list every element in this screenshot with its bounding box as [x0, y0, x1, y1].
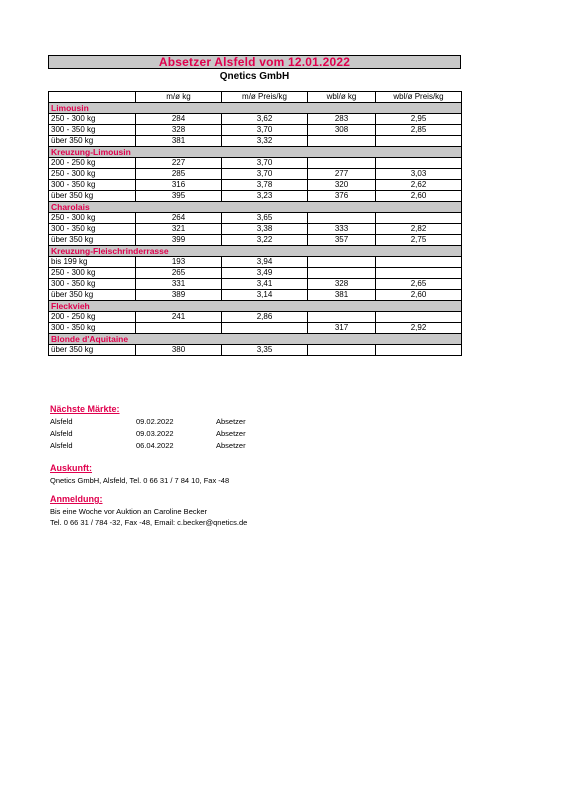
- weight-class-cell: über 350 kg: [49, 136, 136, 147]
- table-row: [49, 268, 462, 279]
- weight-class-cell: 300 - 350 kg: [49, 224, 136, 235]
- value-cell: 3,38: [222, 224, 308, 235]
- breed-name: Fleckvieh: [49, 301, 462, 312]
- value-cell: 283: [308, 114, 376, 125]
- value-cell: 331: [136, 279, 222, 290]
- value-cell: 381: [308, 290, 376, 301]
- value-cell: 389: [136, 290, 222, 301]
- value-cell: [308, 136, 376, 147]
- breed-name: Blonde d'Aquitaine: [49, 334, 462, 345]
- value-cell: 376: [308, 191, 376, 202]
- value-cell: 3,70: [222, 125, 308, 136]
- table-row: [49, 235, 462, 246]
- value-cell: 333: [308, 224, 376, 235]
- value-cell: 193: [136, 257, 222, 268]
- table-row: [49, 257, 462, 268]
- weight-class-cell: 200 - 250 kg: [49, 312, 136, 323]
- value-cell: 357: [308, 235, 376, 246]
- value-cell: [308, 345, 376, 356]
- value-cell: 381: [136, 136, 222, 147]
- column-header: m/ø kg: [136, 92, 222, 103]
- column-header: m/ø Preis/kg: [222, 92, 308, 103]
- table-row: [49, 312, 462, 323]
- market-type: Absetzer: [216, 429, 246, 438]
- value-cell: 3,03: [376, 169, 462, 180]
- breed-name: Limousin: [49, 103, 462, 114]
- market-type: Absetzer: [216, 441, 246, 450]
- value-cell: 328: [136, 125, 222, 136]
- value-cell: 285: [136, 169, 222, 180]
- weight-class-cell: 200 - 250 kg: [49, 158, 136, 169]
- value-cell: 2,65: [376, 279, 462, 290]
- value-cell: 2,82: [376, 224, 462, 235]
- market-type: Absetzer: [216, 417, 246, 426]
- markets-title: Nächste Märkte:: [50, 404, 120, 414]
- value-cell: [308, 312, 376, 323]
- company-name: Qnetics GmbH: [219, 71, 290, 82]
- breed-name: Charolais: [49, 202, 462, 213]
- value-cell: 399: [136, 235, 222, 246]
- value-cell: 227: [136, 158, 222, 169]
- value-cell: [376, 257, 462, 268]
- value-cell: 2,95: [376, 114, 462, 125]
- weight-class-cell: über 350 kg: [49, 235, 136, 246]
- value-cell: 277: [308, 169, 376, 180]
- value-cell: 316: [136, 180, 222, 191]
- registration-line-1: Bis eine Woche vor Auktion an Caroline Becker: [50, 507, 208, 516]
- table-row: [49, 290, 462, 301]
- value-cell: [376, 136, 462, 147]
- column-header: wbl/ø Preis/kg: [376, 92, 462, 103]
- value-cell: 2,75: [376, 235, 462, 246]
- value-cell: 395: [136, 191, 222, 202]
- value-cell: 284: [136, 114, 222, 125]
- value-cell: 3,62: [222, 114, 308, 125]
- value-cell: 3,14: [222, 290, 308, 301]
- value-cell: 3,41: [222, 279, 308, 290]
- value-cell: 3,94: [222, 257, 308, 268]
- value-cell: 2,60: [376, 191, 462, 202]
- value-cell: 3,65: [222, 213, 308, 224]
- registration-title: Anmeldung:: [50, 494, 103, 504]
- value-cell: 317: [308, 323, 376, 334]
- table-row: [49, 224, 462, 235]
- value-cell: [136, 323, 222, 334]
- value-cell: 2,92: [376, 323, 462, 334]
- breed-group-row: [49, 301, 462, 312]
- weight-class-cell: über 350 kg: [49, 191, 136, 202]
- weight-class-cell: 300 - 350 kg: [49, 323, 136, 334]
- weight-class-cell: 300 - 350 kg: [49, 125, 136, 136]
- registration-line-2: Tel. 0 66 31 / 784 -32, Fax -48, Email: c.becker@qnetics.de: [50, 518, 248, 527]
- table-row: [49, 213, 462, 224]
- value-cell: 3,49: [222, 268, 308, 279]
- table-row: [49, 169, 462, 180]
- market-date: 09.03.2022: [136, 429, 174, 438]
- breed-name: Kreuzung-Fleischrinderrasse: [49, 246, 462, 257]
- table-row: [49, 191, 462, 202]
- value-cell: [308, 158, 376, 169]
- breed-group-row: [49, 103, 462, 114]
- market-date: 06.04.2022: [136, 441, 174, 450]
- value-cell: 3,23: [222, 191, 308, 202]
- value-cell: [376, 312, 462, 323]
- value-cell: 308: [308, 125, 376, 136]
- value-cell: 320: [308, 180, 376, 191]
- breed-group-row: [49, 202, 462, 213]
- weight-class-cell: 250 - 300 kg: [49, 169, 136, 180]
- value-cell: 265: [136, 268, 222, 279]
- page-title: Absetzer Alsfeld vom 12.01.2022: [48, 55, 461, 69]
- breed-group-row: [49, 147, 462, 158]
- value-cell: [308, 213, 376, 224]
- market-place: Alsfeld: [50, 429, 73, 438]
- table-row: [49, 180, 462, 191]
- value-cell: 2,60: [376, 290, 462, 301]
- table-row: [49, 323, 462, 334]
- value-cell: [376, 213, 462, 224]
- breed-name: Kreuzung-Limousin: [49, 147, 462, 158]
- breed-group-row: [49, 334, 462, 345]
- breed-group-row: [49, 246, 462, 257]
- weight-class-cell: 250 - 300 kg: [49, 213, 136, 224]
- table-row: [49, 136, 462, 147]
- value-cell: [376, 345, 462, 356]
- table-row: [49, 125, 462, 136]
- value-cell: 3,70: [222, 169, 308, 180]
- table-row: [49, 114, 462, 125]
- value-cell: 3,35: [222, 345, 308, 356]
- table-header-row: [49, 92, 462, 103]
- value-cell: [222, 323, 308, 334]
- column-header: wbl/ø kg: [308, 92, 376, 103]
- value-cell: 2,86: [222, 312, 308, 323]
- weight-class-cell: 300 - 350 kg: [49, 180, 136, 191]
- weight-class-cell: 250 - 300 kg: [49, 268, 136, 279]
- value-cell: 3,78: [222, 180, 308, 191]
- value-cell: 2,62: [376, 180, 462, 191]
- value-cell: 321: [136, 224, 222, 235]
- value-cell: 3,32: [222, 136, 308, 147]
- value-cell: 3,22: [222, 235, 308, 246]
- info-title: Auskunft:: [50, 463, 92, 473]
- weight-class-cell: über 350 kg: [49, 345, 136, 356]
- value-cell: 2,85: [376, 125, 462, 136]
- value-cell: [308, 268, 376, 279]
- value-cell: 380: [136, 345, 222, 356]
- value-cell: 3,70: [222, 158, 308, 169]
- value-cell: 328: [308, 279, 376, 290]
- market-place: Alsfeld: [50, 441, 73, 450]
- table-row: [49, 158, 462, 169]
- market-place: Alsfeld: [50, 417, 73, 426]
- value-cell: [308, 257, 376, 268]
- value-cell: 241: [136, 312, 222, 323]
- price-table: [48, 91, 462, 356]
- table-row: [49, 279, 462, 290]
- value-cell: [376, 268, 462, 279]
- weight-class-cell: über 350 kg: [49, 290, 136, 301]
- market-date: 09.02.2022: [136, 417, 174, 426]
- weight-class-cell: 300 - 350 kg: [49, 279, 136, 290]
- value-cell: 264: [136, 213, 222, 224]
- value-cell: [376, 158, 462, 169]
- weight-class-cell: bis 199 kg: [49, 257, 136, 268]
- table-row: [49, 345, 462, 356]
- column-header: [49, 92, 136, 103]
- info-text: Qnetics GmbH, Alsfeld, Tel. 0 66 31 / 7 84 10, Fax -48: [50, 476, 230, 485]
- weight-class-cell: 250 - 300 kg: [49, 114, 136, 125]
